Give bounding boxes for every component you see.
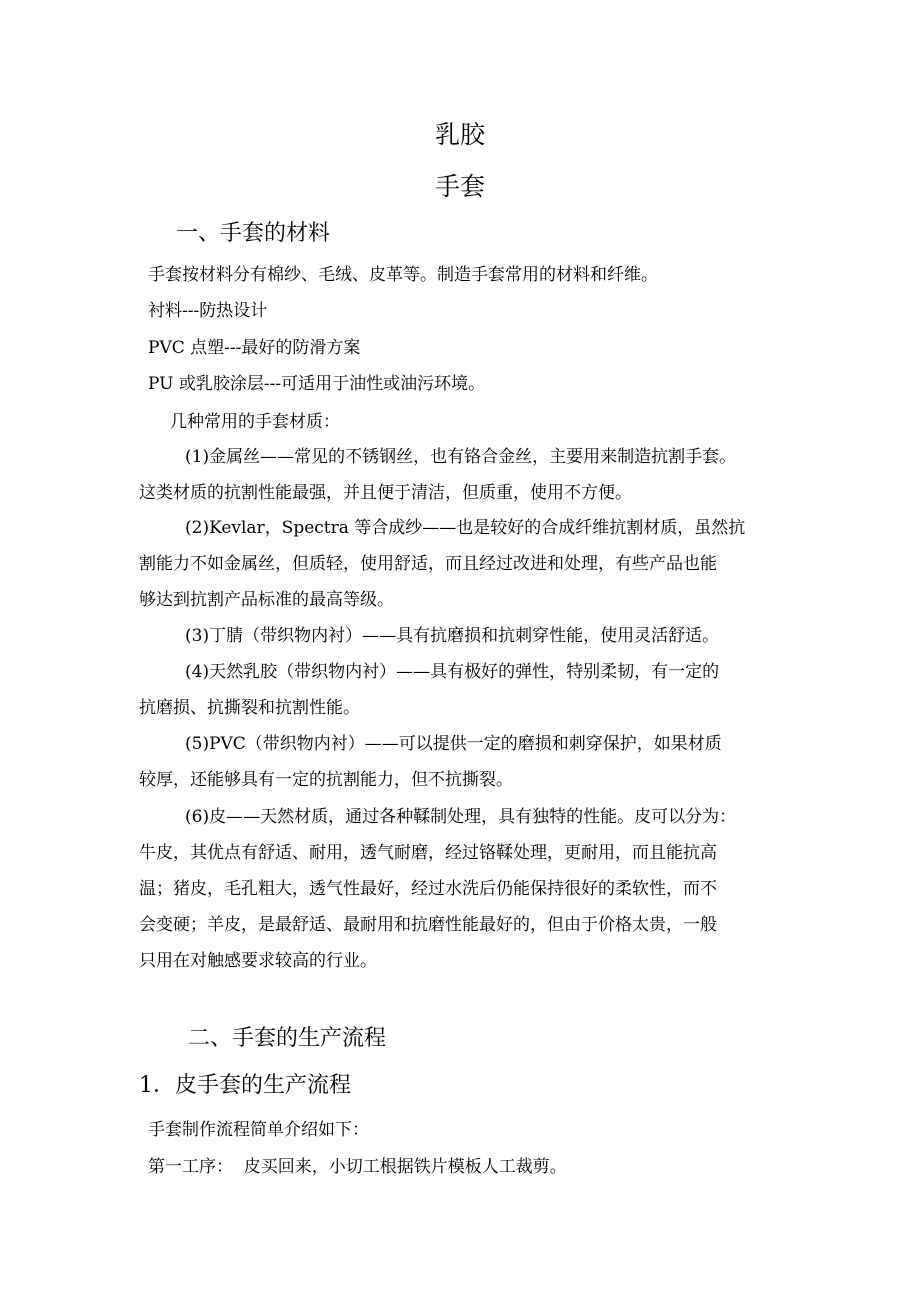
paragraph-line: (6)皮——天然材质，通过各种鞣制处理，具有独特的性能。皮可以分为： [185, 807, 737, 827]
document-title-line1: 乳胶 [434, 120, 485, 149]
paragraph-line: 这类材质的抗割性能最强，并且便于清洁，但质重，使用不方便。 [139, 483, 632, 503]
paragraph-line: 够达到抗割产品标准的最高等级。 [139, 590, 394, 610]
paragraph-line: (2)Kevlar，Spectra 等合成纱——也是较好的合成纤维抗割材质，虽然抗 [185, 518, 746, 538]
section1-heading: 一、手套的材料 [176, 221, 331, 246]
paragraph-line: (5)PVC（带织物内衬）——可以提供一定的磨损和刺穿保护，如果材质 [185, 734, 722, 754]
material-item: 衬料---防热设计 [148, 301, 268, 321]
document-title-line2: 手套 [434, 172, 485, 201]
paragraph-line: 割能力不如金属丝，但质轻，使用舒适，而且经过改进和处理，有些产品也能 [139, 554, 717, 574]
paragraph-line: 抗磨损、抗撕裂和抗割性能。 [139, 698, 360, 718]
section1-intro: 手套按材料分有棉纱、毛绒、皮革等。制造手套常用的材料和纤维。 [148, 265, 658, 285]
section2-heading: 二、手套的生产流程 [188, 1026, 387, 1051]
material-item: PU 或乳胶涂层---可适用于油性或油污环境。 [148, 374, 486, 394]
section2-subheading: 1．皮手套的生产流程 [139, 1073, 351, 1098]
paragraph-line: 只用在对触感要求较高的行业。 [139, 951, 377, 971]
paragraph-line: 牛皮，其优点有舒适、耐用，透气耐磨，经过铬鞣处理，更耐用，而且能抗高 [139, 843, 717, 863]
paragraph-line: (3)丁腈（带织物内衬）——具有抗磨损和抗刺穿性能，使用灵活舒适。 [185, 626, 720, 646]
paragraph-line: (1)金属丝——常见的不锈钢丝，也有铬合金丝，主要用来制造抗割手套。 [185, 447, 737, 467]
process-step: 第一工序： 皮买回来，小切工根据铁片模板人工裁剪。 [148, 1157, 567, 1177]
section2-intro: 手套制作流程简单介绍如下： [148, 1120, 369, 1140]
material-item: PVC 点塑---最好的防滑方案 [148, 338, 361, 358]
paragraph-line: 较厚，还能够具有一定的抗割能力，但不抗撕裂。 [139, 770, 513, 790]
paragraph-line: 会变硬；羊皮，是最舒适、最耐用和抗磨性能最好的，但由于价格太贵，一般 [139, 915, 717, 935]
paragraph-line: 温；猪皮，毛孔粗大，透气性最好，经过水洗后仍能保持很好的柔软性，而不 [139, 879, 717, 899]
common-materials-label: 几种常用的手套材质： [170, 412, 340, 432]
paragraph-line: (4)天然乳胶（带织物内衬）——具有极好的弹性，特别柔韧，有一定的 [185, 662, 720, 682]
